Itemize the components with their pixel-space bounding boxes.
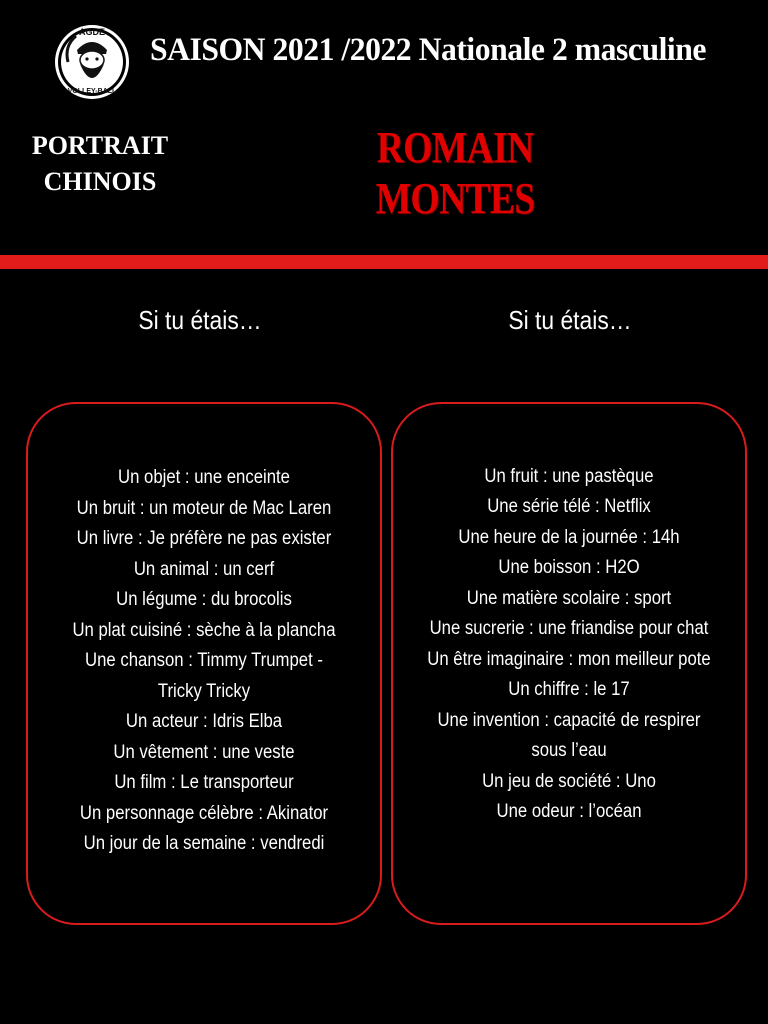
list-item: Un animal : un cerf	[133, 558, 275, 580]
player-name: ROMAIN MONTES	[375, 123, 535, 223]
list-item: Une sucrerie : une friandise pour chat	[429, 618, 709, 639]
right-answers-list	[414, 462, 724, 828]
list-item: Un fruit : une pastèque	[484, 465, 654, 487]
list-item: Un plat cuisiné : sèche à la plancha	[72, 619, 336, 641]
list-item: Un être imaginaire : mon meilleur pote	[427, 648, 711, 670]
list-item: Un acteur : Idris Elba	[125, 711, 283, 733]
list-item: Une invention : capacité de respirer sous l’eau	[437, 709, 701, 761]
right-column-heading: Si tu étais…	[508, 305, 632, 335]
list-item: Un vêtement : une veste	[113, 741, 295, 763]
list-item: Un jeu de société : Uno	[482, 770, 656, 792]
left-column-heading: Si tu étais…	[138, 305, 262, 335]
list-item: Une heure de la journée : 14h	[458, 526, 680, 548]
list-item: Une boisson : H2O	[498, 557, 640, 578]
logo-top-text: AGDE	[78, 27, 106, 37]
portrait-chinois-label	[20, 128, 180, 200]
list-item: Une odeur : l’océan	[496, 801, 642, 822]
list-item: Un objet : une enceinte	[118, 467, 290, 489]
list-item: Une chanson : Timmy Trumpet - Tricky Tricky	[85, 650, 323, 702]
portrait-line-1: PORTRAIT	[31, 131, 169, 160]
list-item: Un jour de la semaine : vendredi	[83, 833, 325, 855]
list-item: Une matière scolaire : sport	[466, 587, 672, 609]
logo-bottom-text: VOLLEY-BALL	[67, 88, 117, 95]
list-item: Un livre : Je préfère ne pas exister	[76, 528, 332, 550]
list-item: Un légume : du brocolis	[116, 589, 292, 611]
left-answers-list	[49, 463, 359, 860]
season-title: SAISON 2021 /2022 Nationale 2 masculine	[150, 32, 706, 68]
list-item: Un bruit : un moteur de Mac Laren	[76, 497, 332, 519]
right-answers-card	[391, 402, 747, 925]
list-item: Un personnage célèbre : Akinator	[79, 802, 329, 824]
club-logo	[50, 22, 134, 102]
list-item: Un chiffre : le 17	[508, 679, 630, 700]
list-item: Une série télé : Netflix	[487, 496, 651, 517]
red-divider	[0, 255, 768, 269]
list-item: Un film : Le transporteur	[114, 772, 294, 794]
portrait-line-2: CHINOIS	[43, 167, 157, 196]
left-answers-card	[26, 402, 382, 925]
